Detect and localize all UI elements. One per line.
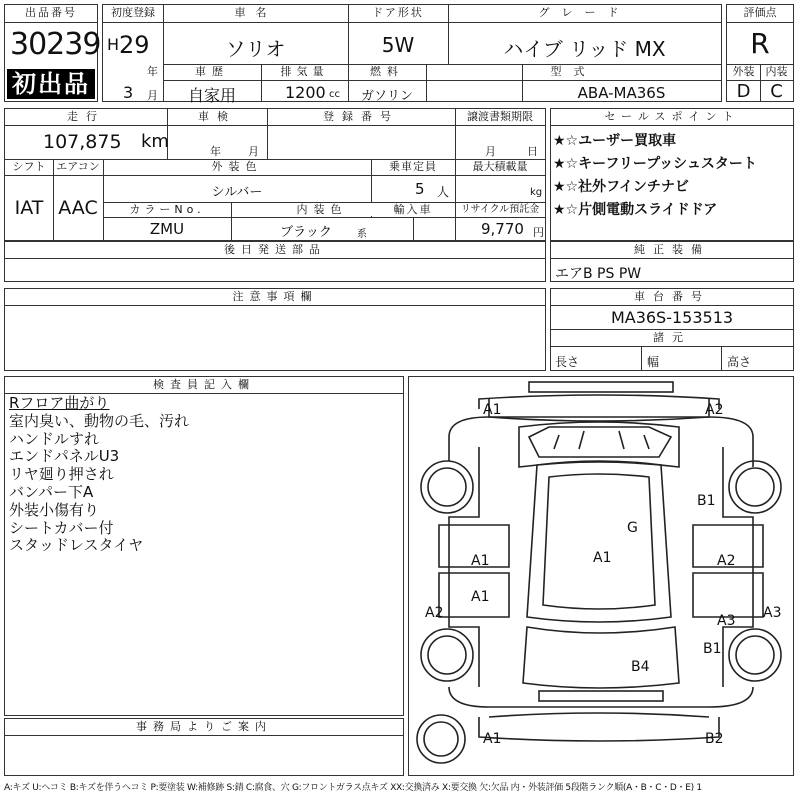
interior-color: ブラック <box>280 225 332 240</box>
mark-right-front-door: B1 <box>697 493 716 509</box>
exterior-grade: D <box>736 81 751 102</box>
mark-right-rear-door: A3 <box>717 613 736 629</box>
max-load-unit: kg <box>530 187 543 198</box>
cautions-header: 注意事項欄 <box>232 290 318 303</box>
mark-rear-left: A1 <box>483 731 502 747</box>
chassis-number: MA36S-153513 <box>610 308 734 327</box>
sales-point: ★☆ユーザー買取車 <box>553 133 677 149</box>
sales-point: ★☆キーフリープッシュスタート <box>553 156 757 172</box>
year-unit: 年 <box>147 65 158 78</box>
month-unit: 月 <box>147 89 158 102</box>
displacement-header: 排気量 <box>280 65 329 78</box>
note-item: バンパー下A <box>9 482 94 501</box>
equipment: エアB PS PW <box>555 266 642 282</box>
length-label: 長さ <box>555 355 580 369</box>
later-parts-header: 後日発送部品 <box>224 243 326 256</box>
mark-front-left: A1 <box>483 402 502 418</box>
exterior-grade-header: 外装 <box>732 65 755 78</box>
first-listing-badge: 初出品 <box>7 69 95 99</box>
mark-windshield: G <box>627 520 638 536</box>
exterior-color-header: 外装色 <box>211 160 263 173</box>
later-parts-box <box>4 241 546 282</box>
lot-box <box>4 4 101 102</box>
mark-left-front-door: A1 <box>471 553 490 569</box>
model-code-header: 型式 <box>550 65 597 78</box>
mark-front-right: A2 <box>705 402 724 418</box>
note-item: リヤ廻り押され <box>9 465 114 484</box>
registration-header: 初度登録 <box>111 6 155 19</box>
inspector-header: 検査員記入欄 <box>153 378 255 391</box>
rating-header: 評価点 <box>743 6 777 19</box>
model-code: ABA-MA36S <box>577 84 666 102</box>
displacement: 1200 <box>285 83 326 102</box>
capacity: 5 <box>415 180 425 198</box>
mark-right-quarter: A3 <box>763 605 782 621</box>
inspection-month-unit: 月 <box>248 145 259 158</box>
damage-diagram-box <box>408 376 794 776</box>
registration-month: 3 <box>123 83 134 102</box>
aircon: AAC <box>58 197 98 219</box>
recycle-header: リサイクル預託金 <box>460 204 540 215</box>
max-load-header: 最大積載量 <box>472 160 528 173</box>
equipment-box <box>550 241 794 282</box>
cautions-box <box>4 288 546 371</box>
capacity-unit: 人 <box>437 185 450 199</box>
legend: A:キズ U:ヘコミ B:キズを伴うヘコミ P:要塗装 W:補修跡 S:錆 C:腐食、穴 G:フロントガラス点キズ XX:交換済み X:要交換 欠:欠品 内・外装評価 5段階ランク順(A・B・C・D・E) 1 <box>4 783 702 793</box>
displacement-unit: cc <box>329 89 340 100</box>
note-item: Rフロア曲がり <box>9 394 110 412</box>
note-item: 室内臭い、動物の毛、汚れ <box>9 411 190 430</box>
registration-year: 29 <box>119 31 150 59</box>
mileage: 107,875 <box>43 131 122 153</box>
transfer-month-unit: 月 <box>485 145 496 158</box>
sales-points-header: セールスポイント <box>604 110 740 123</box>
car-name: ソリオ <box>225 37 286 61</box>
mark-left-rear-door: A1 <box>471 589 490 605</box>
mark-left-quarter: A2 <box>425 605 444 621</box>
aircon-header: エアコン <box>56 160 100 173</box>
exterior-color: シルバー <box>211 185 263 200</box>
lot-number: 30239 <box>10 27 101 62</box>
note-item: シートカバー付 <box>9 518 114 537</box>
inspection-header: 車検 <box>198 110 236 123</box>
color-no-header: カラーNo. <box>129 203 205 216</box>
recycle-unit: 円 <box>533 226 544 239</box>
door-type: 5W <box>381 33 415 57</box>
chassis-box <box>550 288 794 371</box>
fuel: ガソリン <box>360 89 413 104</box>
office-box <box>4 718 404 776</box>
note-item: 外装小傷有り <box>9 500 100 519</box>
sales-points-box <box>550 108 794 241</box>
dimensions-header: 諸元 <box>653 331 691 344</box>
grade: ハイブ リッド MX <box>503 37 666 61</box>
shift-header: シフト <box>12 160 46 173</box>
mark-roof: A1 <box>593 550 612 566</box>
inspector-box <box>4 376 404 716</box>
note-item: スタッドレスタイヤ <box>9 536 144 555</box>
interior-color-suffix: 系 <box>357 229 367 240</box>
width-label: 幅 <box>647 355 660 369</box>
transfer-header: 譲渡書類期限 <box>467 110 533 123</box>
grade-header: グレード <box>538 6 631 19</box>
interior-grade-header: 内装 <box>765 65 788 78</box>
mark-rear-hatch: B4 <box>631 659 650 675</box>
registration-era: H <box>107 35 120 54</box>
spec-grid <box>4 108 546 241</box>
note-item: ハンドルすれ <box>9 429 100 448</box>
rating-value: R <box>750 27 770 60</box>
car-damage-diagram <box>409 377 793 775</box>
office-header: 事務局よりご案内 <box>136 720 272 733</box>
mark-rear-right: B2 <box>705 731 724 747</box>
inspection-year-unit: 年 <box>210 145 221 158</box>
mileage-unit: km <box>141 131 169 152</box>
door-header: ドア形状 <box>372 6 424 19</box>
equipment-header: 純正装備 <box>634 243 710 256</box>
transfer-day-unit: 日 <box>527 145 538 158</box>
mileage-header: 走行 <box>67 110 105 123</box>
history-header: 車歴 <box>195 65 229 78</box>
capacity-header: 乗車定員 <box>389 160 437 173</box>
mark-right-rear: B1 <box>703 641 722 657</box>
fuel-header: 燃料 <box>370 65 404 78</box>
sales-point: ★☆社外フインチナビ <box>553 179 689 195</box>
height-label: 高さ <box>727 355 752 369</box>
import-header: 輸入車 <box>371 203 455 216</box>
sales-point: ★☆片側電動スライドドア <box>553 202 718 218</box>
rating-box <box>726 4 794 102</box>
mark-right-side: A2 <box>717 553 736 569</box>
car-info-grid <box>102 4 722 105</box>
interior-grade: C <box>770 81 783 102</box>
chassis-header: 車台番号 <box>634 290 710 303</box>
color-no: ZMU <box>149 220 185 238</box>
recycle: 9,770 <box>481 220 524 238</box>
car-name-header: 車名 <box>234 6 277 19</box>
lot-header: 出品番号 <box>25 6 77 19</box>
shift: IAT <box>14 197 44 219</box>
interior-color-header: 内装色 <box>296 203 348 216</box>
note-item: エンドパネルU3 <box>9 447 120 466</box>
plate-header: 登録番号 <box>323 110 399 123</box>
history: 自家用 <box>187 86 236 105</box>
